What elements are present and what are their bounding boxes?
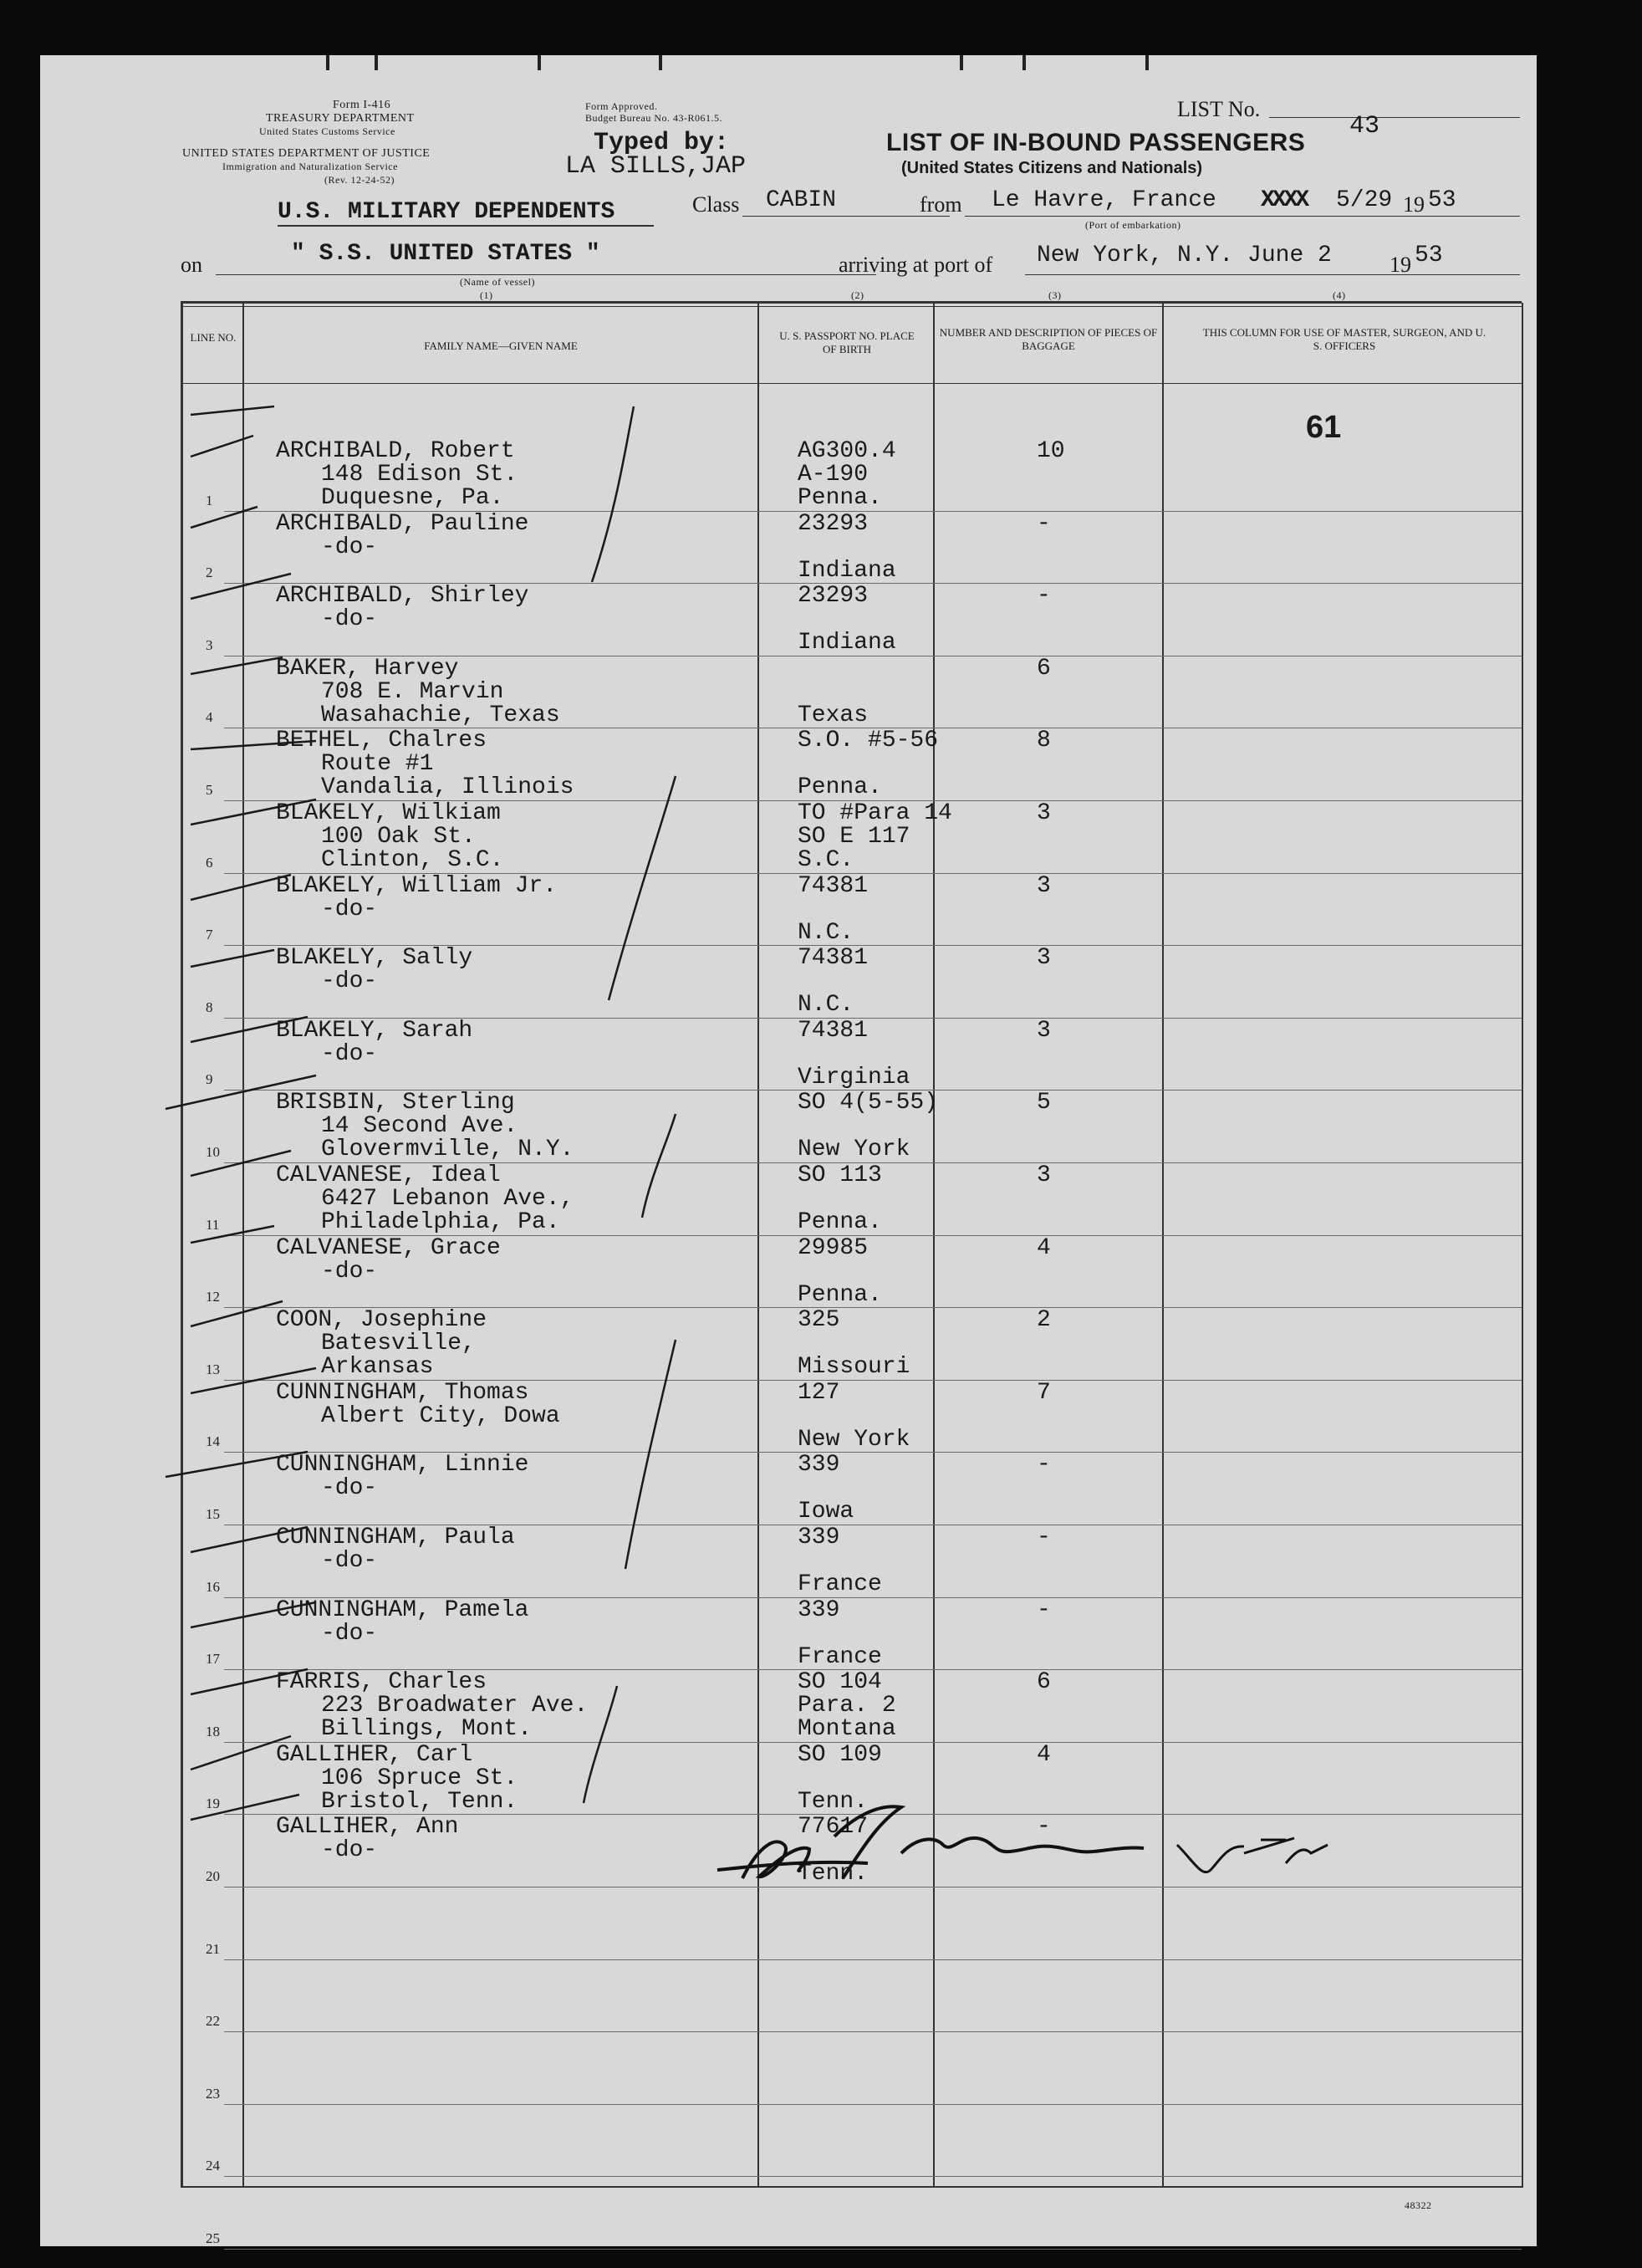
passport-number: 339 bbox=[798, 1525, 840, 1550]
page-title: LIST OF IN-BOUND PASSENGERS bbox=[886, 129, 1306, 156]
on-label: on bbox=[181, 253, 202, 277]
place-of-birth: France bbox=[798, 1643, 882, 1670]
line-number: 15 bbox=[206, 1505, 220, 1522]
passport-number: A-190 bbox=[798, 462, 869, 488]
passenger-address: 106 Spruce St. bbox=[321, 1765, 518, 1791]
line-number: 23 bbox=[206, 2085, 220, 2102]
passenger-address: -do- bbox=[321, 1837, 378, 1864]
passenger-address: Batesville, bbox=[321, 1331, 476, 1357]
passenger-address: Bristol, Tenn. bbox=[321, 1788, 518, 1815]
line-number: 4 bbox=[206, 709, 213, 726]
passport-number: 23293 bbox=[798, 510, 869, 537]
passenger-address: 14 Second Ave. bbox=[321, 1113, 518, 1140]
line-number: 20 bbox=[206, 1867, 220, 1884]
passport-number: S.O. #5-56 bbox=[798, 728, 939, 754]
passport-number: 127 bbox=[798, 1379, 840, 1406]
passenger-name: CUNNINGHAM, Thomas bbox=[276, 1379, 529, 1406]
place-of-birth: Indiana bbox=[798, 557, 896, 584]
line-number: 13 bbox=[206, 1361, 220, 1377]
passenger-name: CALVANESE, Grace bbox=[276, 1234, 501, 1261]
line-number: 1 bbox=[206, 492, 213, 508]
baggage-count: 6 bbox=[1037, 1669, 1051, 1696]
line-number: 14 bbox=[206, 1433, 220, 1450]
customs-service: United States Customs Service bbox=[259, 125, 395, 137]
passenger-name: CUNNINGHAM, Paula bbox=[276, 1525, 515, 1550]
baggage-count: 3 bbox=[1037, 800, 1051, 826]
arriving-value: New York, N.Y. June 2 bbox=[1037, 243, 1332, 268]
passenger-address: Route #1 bbox=[321, 751, 434, 778]
passenger-name: FARRIS, Charles bbox=[276, 1669, 487, 1696]
baggage-count: 3 bbox=[1037, 1017, 1051, 1044]
passenger-name: CUNNINGHAM, Pamela bbox=[276, 1596, 529, 1623]
col-head-passport: U. S. PASSPORT NO. PLACE OF BIRTH bbox=[779, 329, 915, 355]
passenger-address: -do- bbox=[321, 968, 378, 995]
baggage-count: 6 bbox=[1037, 655, 1051, 682]
passport-number: TO #Para 14 bbox=[798, 800, 952, 826]
passport-number: 325 bbox=[798, 1307, 840, 1334]
arriving-year-prefix: 19 bbox=[1390, 253, 1411, 277]
passport-number: 74381 bbox=[798, 945, 869, 972]
passenger-name: BLAKELY, Sally bbox=[276, 945, 473, 972]
year-prefix: 19 bbox=[1403, 192, 1425, 217]
passport-number: SO 4(5-55) bbox=[798, 1090, 939, 1116]
baggage-count: 3 bbox=[1037, 872, 1051, 899]
passenger-address: 708 E. Marvin bbox=[321, 678, 504, 705]
passenger-address: -do- bbox=[321, 896, 378, 922]
rev-date: (Rev. 12-24-52) bbox=[324, 174, 395, 186]
passenger-address: 100 Oak St. bbox=[321, 824, 476, 850]
place-of-birth: Virginia bbox=[798, 1064, 910, 1091]
typed-by-value: LA SILLS,JAP bbox=[565, 152, 747, 181]
passenger-name: BRISBIN, Sterling bbox=[276, 1090, 515, 1116]
passenger-address: 223 Broadwater Ave. bbox=[321, 1693, 589, 1719]
officer-note: 61 bbox=[1306, 410, 1342, 445]
passenger-address: Arkansas bbox=[321, 1354, 434, 1381]
class-label: Class bbox=[692, 192, 740, 217]
col-num-4: (4) bbox=[1333, 289, 1346, 301]
passport-number: AG300.4 bbox=[798, 438, 896, 464]
place-of-birth: Penna. bbox=[798, 1281, 882, 1308]
group-label: U.S. MILITARY DEPENDENTS bbox=[278, 199, 615, 225]
passenger-name: BLAKELY, Wilkiam bbox=[276, 800, 501, 826]
passenger-address: Vandalia, Illinois bbox=[321, 774, 574, 801]
place-of-birth: Penna. bbox=[798, 774, 882, 801]
baggage-count: 7 bbox=[1037, 1379, 1051, 1406]
passenger-address: -do- bbox=[321, 1620, 378, 1647]
passenger-name: BAKER, Harvey bbox=[276, 655, 459, 682]
line-number: 11 bbox=[206, 1216, 220, 1233]
line-number: 5 bbox=[206, 781, 213, 798]
passenger-address: 6427 Lebanon Ave., bbox=[321, 1186, 574, 1212]
form-number: Form I-416 bbox=[333, 99, 391, 111]
col-head-name: FAMILY NAME—GIVEN NAME bbox=[424, 340, 578, 352]
line-number: 6 bbox=[206, 854, 213, 871]
passenger-name: COON, Josephine bbox=[276, 1307, 487, 1334]
passenger-name: ARCHIBALD, Robert bbox=[276, 438, 515, 464]
baggage-count: 2 bbox=[1037, 1307, 1051, 1334]
place-of-birth: Tenn. bbox=[798, 1788, 869, 1815]
line-number: 3 bbox=[206, 636, 213, 653]
baggage-count: 3 bbox=[1037, 1162, 1051, 1188]
baggage-count: - bbox=[1037, 583, 1051, 610]
from-value: Le Havre, France bbox=[992, 187, 1216, 213]
baggage-count: 10 bbox=[1037, 438, 1065, 464]
port-embark-caption: (Port of embarkation) bbox=[1085, 219, 1181, 231]
passport-number: SO 109 bbox=[798, 1741, 882, 1768]
baggage-count: 4 bbox=[1037, 1741, 1051, 1768]
place-of-birth: Penna. bbox=[798, 1209, 882, 1235]
passenger-name: ARCHIBALD, Pauline bbox=[276, 510, 529, 537]
passenger-name: GALLIHER, Carl bbox=[276, 1741, 473, 1768]
passenger-name: GALLIHER, Ann bbox=[276, 1814, 459, 1841]
place-of-birth: N.C. bbox=[798, 992, 854, 1019]
passenger-name: CUNNINGHAM, Linnie bbox=[276, 1452, 529, 1479]
place-of-birth: Texas bbox=[798, 702, 869, 728]
col-num-3: (3) bbox=[1048, 289, 1062, 301]
form-paper bbox=[40, 55, 1537, 2246]
line-number: 16 bbox=[206, 1578, 220, 1595]
list-no-value: 43 bbox=[1349, 112, 1380, 140]
baggage-count: - bbox=[1037, 510, 1051, 537]
col-num-2: (2) bbox=[851, 289, 864, 301]
place-of-birth: New York bbox=[798, 1137, 910, 1163]
place-of-birth: S.C. bbox=[798, 847, 854, 873]
passport-number: SO 104 bbox=[798, 1669, 882, 1696]
vessel-caption: (Name of vessel) bbox=[460, 276, 535, 288]
line-number: 22 bbox=[206, 2013, 220, 2030]
arriving-label: arriving at port of bbox=[839, 253, 993, 277]
place-of-birth: Iowa bbox=[798, 1499, 854, 1525]
passport-number: 23293 bbox=[798, 583, 869, 610]
form-footer-number: 48322 bbox=[1405, 2199, 1432, 2211]
passenger-name: BLAKELY, William Jr. bbox=[276, 872, 558, 899]
passenger-name: BLAKELY, Sarah bbox=[276, 1017, 473, 1044]
line-number: 9 bbox=[206, 1071, 213, 1088]
form-approved: Form Approved. bbox=[585, 100, 658, 112]
from-label: from bbox=[920, 192, 962, 217]
passport-number: Para. 2 bbox=[798, 1693, 896, 1719]
passenger-name: BETHEL, Chalres bbox=[276, 728, 487, 754]
baggage-count: - bbox=[1037, 1452, 1051, 1479]
passport-number: SO E 117 bbox=[798, 824, 910, 850]
passport-number: 74381 bbox=[798, 1017, 869, 1044]
passenger-address: -do- bbox=[321, 1258, 378, 1285]
baggage-count: - bbox=[1037, 1525, 1051, 1550]
page-subtitle: (United States Citizens and Nationals) bbox=[901, 159, 1203, 177]
passport-number: 339 bbox=[798, 1596, 840, 1623]
line-number: 21 bbox=[206, 1940, 220, 1957]
place-of-birth: Missouri bbox=[798, 1354, 910, 1381]
baggage-count: 4 bbox=[1037, 1234, 1051, 1261]
passenger-address: -do- bbox=[321, 1548, 378, 1574]
passenger-name: CALVANESE, Ideal bbox=[276, 1162, 501, 1188]
passenger-address: Philadelphia, Pa. bbox=[321, 1209, 560, 1235]
passenger-address: -do- bbox=[321, 606, 378, 633]
line-number: 18 bbox=[206, 1723, 220, 1739]
place-of-birth: Montana bbox=[798, 1716, 896, 1743]
line-number: 17 bbox=[206, 1651, 220, 1668]
baggage-count: - bbox=[1037, 1814, 1051, 1841]
place-of-birth: New York bbox=[798, 1426, 910, 1453]
typed-by-label: Typed by: bbox=[594, 129, 730, 157]
place-of-birth: Indiana bbox=[798, 630, 896, 656]
passenger-address: Glovermville, N.Y. bbox=[321, 1137, 574, 1163]
passport-number: SO 113 bbox=[798, 1162, 882, 1188]
line-number: 25 bbox=[206, 2230, 220, 2246]
passenger-address: Wasahachie, Texas bbox=[321, 702, 560, 728]
budget-bureau: Budget Bureau No. 43-R061.5. bbox=[585, 112, 722, 124]
line-number: 8 bbox=[206, 999, 213, 1015]
col-head-officers: THIS COLUMN FOR USE OF MASTER, SURGEON, AND U. S. OFFICERS bbox=[1202, 326, 1486, 352]
passenger-address: Billings, Mont. bbox=[321, 1716, 533, 1743]
line-number: 10 bbox=[206, 1143, 220, 1160]
passport-number: 74381 bbox=[798, 872, 869, 899]
col-head-line: LINE NO. bbox=[190, 331, 237, 344]
check-marks bbox=[40, 55, 1537, 2246]
passport-number: 29985 bbox=[798, 1234, 869, 1261]
passport-number: 339 bbox=[798, 1452, 840, 1479]
ins-label: Immigration and Naturalization Service bbox=[222, 161, 398, 172]
line-number: 19 bbox=[206, 1796, 220, 1812]
line-number: 2 bbox=[206, 564, 213, 581]
passenger-address: Albert City, Dowa bbox=[321, 1402, 560, 1429]
passenger-address: -do- bbox=[321, 1040, 378, 1067]
row-divider bbox=[224, 2249, 1522, 2250]
justice-dept: UNITED STATES DEPARTMENT OF JUSTICE bbox=[182, 147, 431, 160]
place-of-birth: Tenn. bbox=[798, 1861, 869, 1887]
baggage-count: - bbox=[1037, 1596, 1051, 1623]
from-struck: XXXX bbox=[1261, 187, 1308, 213]
place-of-birth: N.C. bbox=[798, 919, 854, 946]
passenger-address: 148 Edison St. bbox=[321, 462, 518, 488]
baggage-count: 8 bbox=[1037, 728, 1051, 754]
class-value: CABIN bbox=[766, 187, 837, 213]
place-of-birth: France bbox=[798, 1571, 882, 1597]
passport-number: 77617 bbox=[798, 1814, 869, 1841]
passenger-name: ARCHIBALD, Shirley bbox=[276, 583, 529, 610]
year-value: 53 bbox=[1428, 187, 1456, 213]
passenger-address: -do- bbox=[321, 534, 378, 560]
line-number: 7 bbox=[206, 927, 213, 943]
line-number: 24 bbox=[206, 2158, 220, 2174]
list-no-label: LIST No. bbox=[1177, 97, 1261, 121]
place-of-birth: Penna. bbox=[798, 485, 882, 511]
arriving-year: 53 bbox=[1415, 243, 1443, 268]
passenger-address: Duquesne, Pa. bbox=[321, 485, 504, 511]
baggage-count: 5 bbox=[1037, 1090, 1051, 1116]
vessel-name: " S.S. UNITED STATES " bbox=[291, 241, 600, 267]
baggage-count: 3 bbox=[1037, 945, 1051, 972]
col-num-1: (1) bbox=[480, 289, 493, 301]
line-number: 12 bbox=[206, 1289, 220, 1305]
passenger-address: -do- bbox=[321, 1475, 378, 1502]
treasury-dept: TREASURY DEPARTMENT bbox=[266, 112, 415, 125]
from-date: 5/29 bbox=[1336, 187, 1393, 213]
col-head-baggage: NUMBER AND DESCRIPTION OF PIECES OF BAGGAGE bbox=[939, 326, 1158, 352]
passenger-address: Clinton, S.C. bbox=[321, 847, 504, 873]
